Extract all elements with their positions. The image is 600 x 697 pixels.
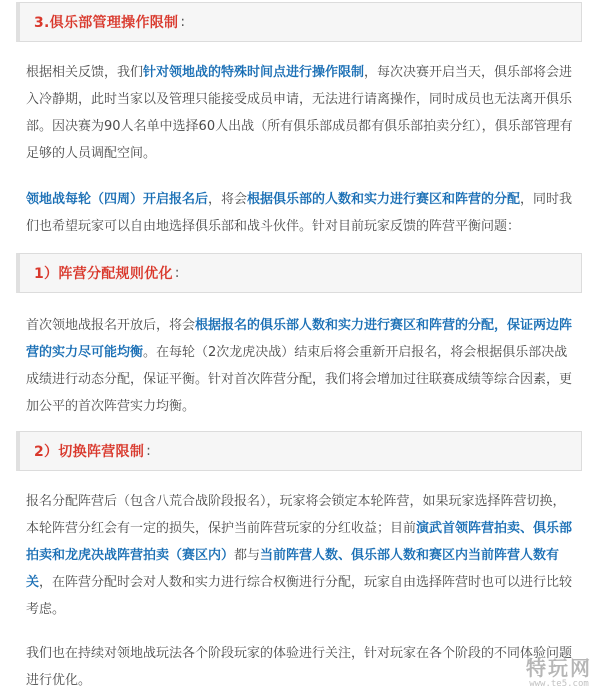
- body-text: 根据相关反馈，我们: [26, 65, 144, 80]
- section-1-colon: :: [174, 265, 180, 281]
- paragraph-switch-restriction: [26, 488, 578, 623]
- section-3-heading-box: [16, 2, 582, 42]
- body-text: ，同时我们也希望玩家可以自由地选择俱乐部和战斗伙伴。针对目前玩家反馈的阵营平衡问题：: [26, 192, 573, 234]
- paragraph-allocation-rules: [26, 312, 578, 420]
- body-text: 报名分配阵营后（包含八荒合战阶段报名），玩家将会锁定本轮阵营，如果玩家选择阵营切换，本轮阵营分红会有一定的损失，保护当前阵营玩家的分红收益；目前: [26, 494, 566, 536]
- section-2-title: 2）切换阵营限制: [34, 444, 145, 460]
- body-text: ，在阵营分配时会对人数和实力进行综合权衡进行分配，玩家自由选择阵营时也可以进行比较考虑。: [26, 575, 573, 617]
- highlight-text: 根据报名的俱乐部人数和实力进行赛区和阵营的分配，保证两边阵营的实力尽可能均衡: [26, 318, 573, 360]
- body-text: 首次领地战报名开放后，将会: [26, 318, 196, 333]
- section-2-heading-box: [16, 431, 582, 471]
- paragraph-club-lock: [26, 59, 578, 167]
- section-1-title: 1）阵营分配规则优化: [34, 266, 173, 282]
- paragraph-allocation-intro: [26, 186, 578, 240]
- section-3-colon: :: [180, 14, 186, 30]
- highlight-text: 当前阵营人数、俱乐部人数和赛区内当前阵营人数有关: [26, 548, 560, 590]
- body-text: 。在每轮（2次龙虎决战）结束后将会重新开启报名，将会根据俱乐部决战成绩进行动态分配，保证平衡。针对首次阵营分配，我们将会增加过往联赛成绩等综合因素，更加公平的首次阵营实力均衡。: [26, 345, 573, 414]
- body-text: 都与: [234, 548, 261, 563]
- section-3-title: 3.俱乐部管理操作限制: [34, 15, 179, 31]
- watermark-text: 特玩网: [526, 656, 592, 680]
- section-2-colon: :: [146, 443, 151, 459]
- watermark-url: www.te5.com: [529, 679, 589, 689]
- highlight-text: 针对领地战的特殊时间点进行操作限制: [143, 65, 365, 80]
- body-text: 我们也在持续对领地战玩法各个阶段玩家的体验进行关注，针对玩家在各个阶段的不同体验问题进行优化。: [26, 646, 573, 688]
- highlight-text: 领地战每轮（四周）开启报名后: [26, 192, 209, 207]
- body-text: ，每次决赛开启当天，俱乐部将会进入冷静期，此时当家以及管理只能接受成员申请，无法进行请离操作，同时成员也无法离开俱乐部。因决赛为90人名单中选择60人出战（所有俱乐部成员都有俱乐部拍卖分红），俱乐部管理有足够的人员调配空间。: [26, 65, 573, 161]
- watermark-logo: [526, 657, 592, 689]
- highlight-text: 演武首领阵营拍卖、俱乐部拍卖和龙虎决战阵营拍卖（赛区内）: [26, 521, 573, 563]
- highlight-text: 根据俱乐部的人数和实力进行赛区和阵营的分配: [247, 192, 521, 207]
- section-1-heading-box: [16, 253, 582, 293]
- body-text: ，将会: [208, 192, 248, 207]
- paragraph-ongoing-optimization: [26, 640, 578, 694]
